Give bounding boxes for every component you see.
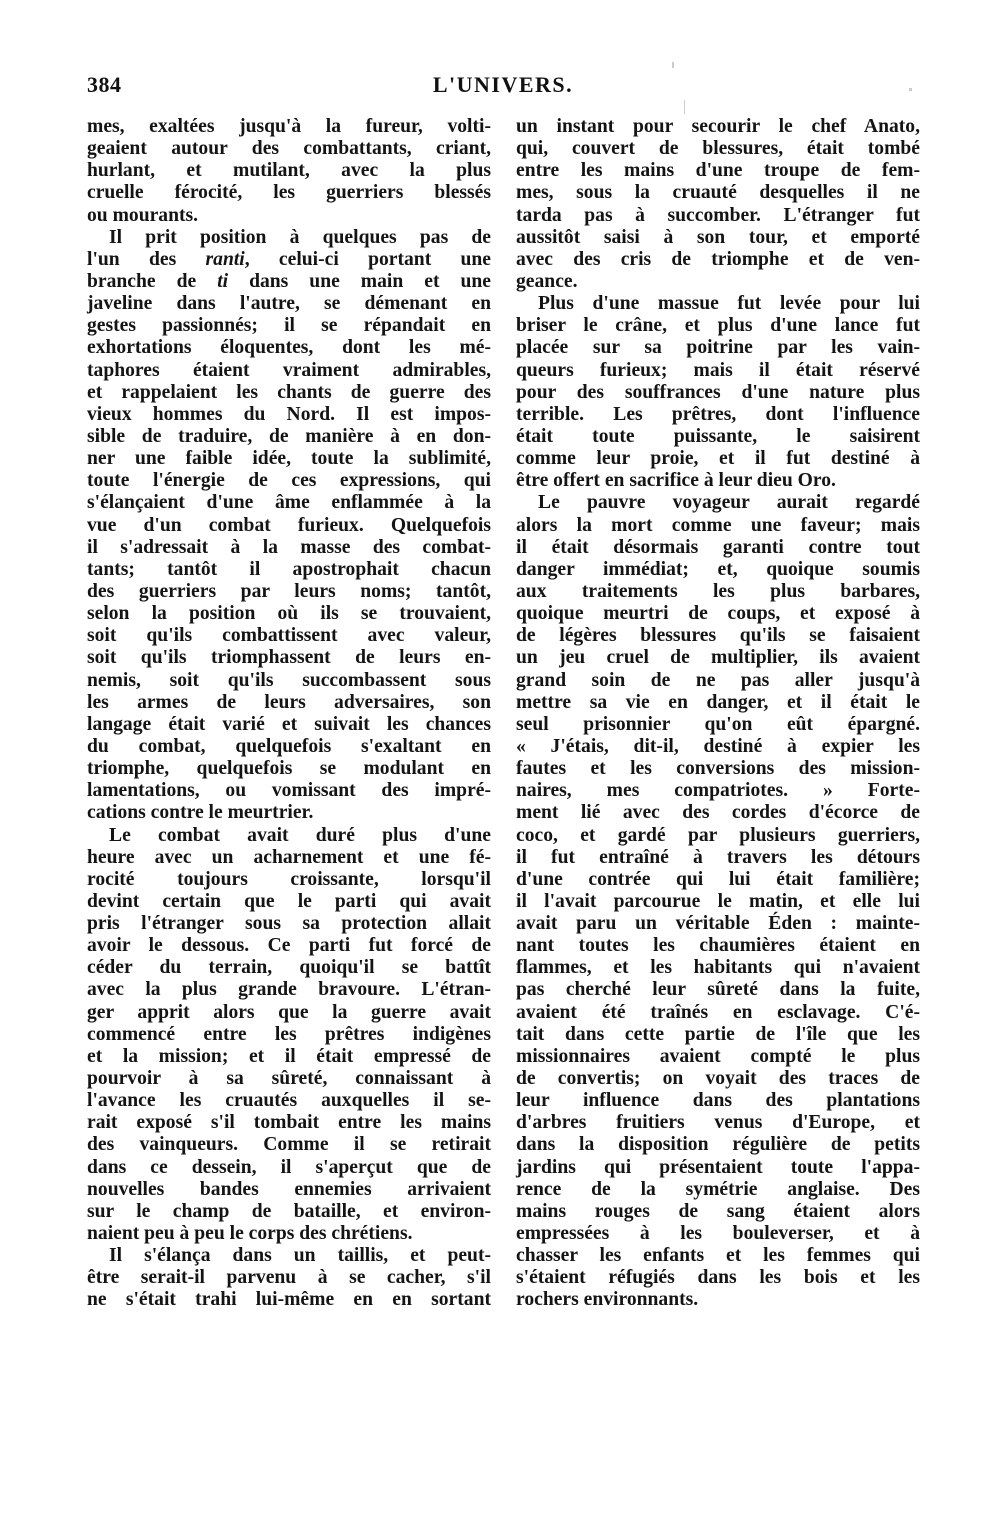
text-line: l'avance les cruautés auxquelles il se- — [87, 1090, 491, 1112]
text-line: et la mission; et il était empressé de — [87, 1045, 491, 1067]
text-line: cations contre le meurtrier. — [87, 802, 314, 824]
text-line: s'étaient réfugiés dans les bois et les — [516, 1267, 920, 1289]
text-line: ne s'était trahi lui-même en en sortant — [87, 1289, 491, 1311]
text-line: de légères blessures qu'ils se faisaient — [516, 625, 920, 647]
text-line: selon la position où ils se trouvaient, — [87, 603, 491, 625]
text-line: un instant pour secourir le chef Anato, — [516, 116, 920, 137]
text-line: soit qu'ils triomphassent de leurs en- — [87, 647, 491, 669]
text-line: Il s'élança dans un taillis, et peut- — [109, 1245, 491, 1267]
text-line: mettre sa vie en danger, et il était le — [516, 691, 920, 713]
text-line: javeline dans l'autre, se démenant en — [87, 293, 491, 315]
text-line: fautes et les conversions des mission- — [516, 758, 920, 780]
text-line: il l'avait parcourue le matin, et elle lui — [516, 890, 920, 912]
text-line: Le pauvre voyageur aurait regardé — [538, 492, 920, 514]
text-line: dans la disposition régulière de petits — [516, 1134, 920, 1156]
text-line: avait paru un véritable Éden : mainte- — [516, 913, 920, 935]
text-line: de convertis; on voyait des traces de — [516, 1068, 920, 1090]
text-line: commencé entre les prêtres indigènes — [87, 1023, 491, 1045]
text-line: geaient autour des combattants, criant, — [87, 138, 491, 160]
text-line: ment lié avec des cordes d'écorce de — [516, 802, 920, 824]
scan-speck — [684, 100, 685, 114]
text-line: dans ce dessein, il s'aperçut que de — [87, 1156, 491, 1178]
right-text-column — [516, 116, 920, 1312]
text-line: Il prit position à quelques pas de — [109, 226, 491, 248]
text-line: céder du terrain, quoiqu'il se battît — [87, 957, 491, 979]
text-line: l'un des ranti, celui-ci portant une — [87, 248, 492, 270]
text-line: triomphe, quelquefois se modulant en — [87, 758, 491, 780]
text-line: être offert en sacrifice à leur dieu Oro. — [516, 470, 836, 492]
text-line: aussitôt saisi à son tour, et emporté — [516, 226, 920, 248]
italic-term: ranti — [205, 248, 245, 270]
text-line: taphores étaient vraiment admirables, — [87, 359, 491, 381]
text-line: tants; tantôt il apostrophait chacun — [87, 558, 491, 580]
text-line: devint certain que le parti qui avait — [87, 890, 491, 912]
text-line: ou mourants. — [87, 204, 199, 226]
text-line: naient peu à peu le corps des chrétiens. — [87, 1223, 413, 1245]
text-line: avec la plus grande bravoure. L'étran- — [87, 979, 491, 1001]
text-line: naires, mes compatriotes. » Forte- — [516, 780, 920, 802]
text-line: qui, couvert de blessures, était tombé — [516, 138, 920, 160]
text-line: pour des souffrances d'une nature plus — [516, 381, 920, 403]
text-line: chasser les enfants et les femmes qui — [516, 1245, 920, 1267]
text-line: s'élançaient d'une âme enflammée à la — [87, 492, 491, 514]
text-line: avoir le dessous. Ce parti fut forcé de — [87, 935, 491, 957]
text-line: il s'adressait à la masse des combat- — [87, 536, 491, 558]
text-line: gestes passionnés; il se répandait en — [87, 315, 491, 337]
text-line: langage était varié et suivait les chances — [87, 713, 491, 735]
text-line: aux traitements les plus barbares, — [516, 580, 920, 602]
text-line: nemis, soit qu'ils succombassent sous — [87, 669, 491, 691]
running-title: L'UNIVERS. — [432, 72, 574, 97]
text-line: un jeu cruel de multiplier, ils avaient — [516, 647, 920, 669]
text-line: rence de la symétrie anglaise. Des — [516, 1178, 920, 1200]
text-line: jardins qui présentaient toute l'appa- — [516, 1156, 920, 1178]
text-line: Plus d'une massue fut levée pour lui — [538, 293, 920, 315]
text-line: ger apprit alors que la guerre avait — [87, 1001, 491, 1023]
text-line: « J'étais, dit-il, destiné à expier les — [516, 735, 920, 757]
text-line: était toute puissante, le saisirent — [516, 425, 920, 447]
text-line: il fut entraîné à travers les détours — [516, 846, 920, 868]
text-line: les armes de leurs adversaires, son — [87, 691, 491, 713]
text-line: quoique meurtri de coups, et exposé à — [516, 603, 920, 625]
text-line: seul prisonnier qu'on eût épargné. — [516, 713, 920, 735]
text-line: sur le champ de bataille, et environ- — [87, 1200, 491, 1222]
text-line: toute l'énergie de ces expressions, qui — [87, 470, 491, 492]
text-line: rocité toujours croissante, lorsqu'il — [87, 868, 491, 890]
page-number: 384 — [87, 72, 122, 97]
text-line: avaient été traînés en esclavage. C'é- — [516, 1001, 920, 1023]
text-line: il était désormais garanti contre tout — [516, 536, 920, 558]
scan-speck — [909, 88, 912, 91]
text-line: flammes, et les habitants qui n'avaient — [516, 957, 920, 979]
text-line: Le combat avait duré plus d'une — [109, 824, 491, 846]
text-line: nant toutes les chaumières étaient en — [516, 935, 920, 957]
text-line: queurs furieux; mais il était réservé — [516, 359, 920, 381]
running-head — [87, 72, 919, 102]
text-line: comme leur proie, et il fut destiné à — [516, 448, 920, 470]
scan-speck — [672, 62, 674, 68]
text-line: hurlant, et mutilant, avec la plus — [87, 160, 491, 182]
text-line: tait dans cette partie de l'île que les — [516, 1023, 920, 1045]
text-line: du combat, quelquefois s'exaltant en — [87, 735, 491, 757]
left-text-column — [87, 116, 491, 1312]
text-line: empressées à les bouleverser, et à — [516, 1223, 920, 1245]
text-line: rait exposé s'il tombait entre les mains — [87, 1112, 491, 1134]
text-line: heure avec un acharnement et une fé- — [87, 846, 491, 868]
text-line: des guerriers par leurs noms; tantôt, — [87, 580, 491, 602]
text-line: d'arbres fruitiers venus d'Europe, et — [516, 1112, 920, 1134]
text-line: missionnaires avaient compté le plus — [516, 1045, 920, 1067]
text-line: être serait-il parvenu à se cacher, s'il — [87, 1267, 491, 1289]
text-line: branche de ti dans une main et une — [87, 270, 491, 292]
text-line: coco, et gardé par plusieurs guerriers, — [516, 824, 920, 846]
text-line: mes, exaltées jusqu'à la fureur, volti- — [87, 116, 491, 137]
text-line: ner une faible idée, toute la sublimité, — [87, 448, 491, 470]
text-line: cruelle férocité, les guerriers blessés — [87, 182, 491, 204]
text-line: danger immédiat; et, quoique soumis — [516, 558, 920, 580]
text-line: placée sur sa poitrine par les vain- — [516, 337, 920, 359]
text-line: sible de traduire, de manière à en don- — [87, 425, 491, 447]
text-line: pas cherché leur sûreté dans la fuite, — [516, 979, 920, 1001]
text-line: rochers environnants. — [516, 1289, 699, 1311]
text-line: lamentations, ou vomissant des impré- — [87, 780, 491, 802]
text-line: des vainqueurs. Comme il se retirait — [87, 1134, 491, 1156]
text-line: alors la mort comme une faveur; mais — [516, 514, 920, 536]
text-line: pourvoir à sa sûreté, connaissant à — [87, 1068, 491, 1090]
text-line: nouvelles bandes ennemies arrivaient — [87, 1178, 491, 1200]
text-line: grand soin de ne pas aller jusqu'à — [516, 669, 920, 691]
text-line: exhortations éloquentes, dont les mé- — [87, 337, 491, 359]
text-line: soit qu'ils combattissent avec valeur, — [87, 625, 491, 647]
text-line: terrible. Les prêtres, dont l'influence — [516, 403, 920, 425]
text-line: pris l'étranger sous sa protection allait — [87, 913, 491, 935]
text-line: geance. — [516, 270, 578, 292]
text-line: d'une contrée qui lui était familière; — [516, 868, 920, 890]
text-line: mains rouges de sang étaient alors — [516, 1200, 920, 1222]
text-line: tarda pas à succomber. L'étranger fut — [516, 204, 920, 226]
text-line: vue d'un combat furieux. Quelquefois — [87, 514, 491, 536]
text-line: leur influence dans des plantations — [516, 1090, 920, 1112]
text-line: entre les mains d'une troupe de fem- — [516, 160, 920, 182]
text-line: vieux hommes du Nord. Il est impos- — [87, 403, 491, 425]
text-line: mes, sous la cruauté desquelles il ne — [516, 182, 920, 204]
text-line: briser le crâne, et plus d'une lance fut — [516, 315, 920, 337]
italic-term: ti — [217, 270, 229, 292]
text-line: et rappelaient les chants de guerre des — [87, 381, 491, 403]
text-line: avec des cris de triomphe et de ven- — [516, 248, 920, 270]
